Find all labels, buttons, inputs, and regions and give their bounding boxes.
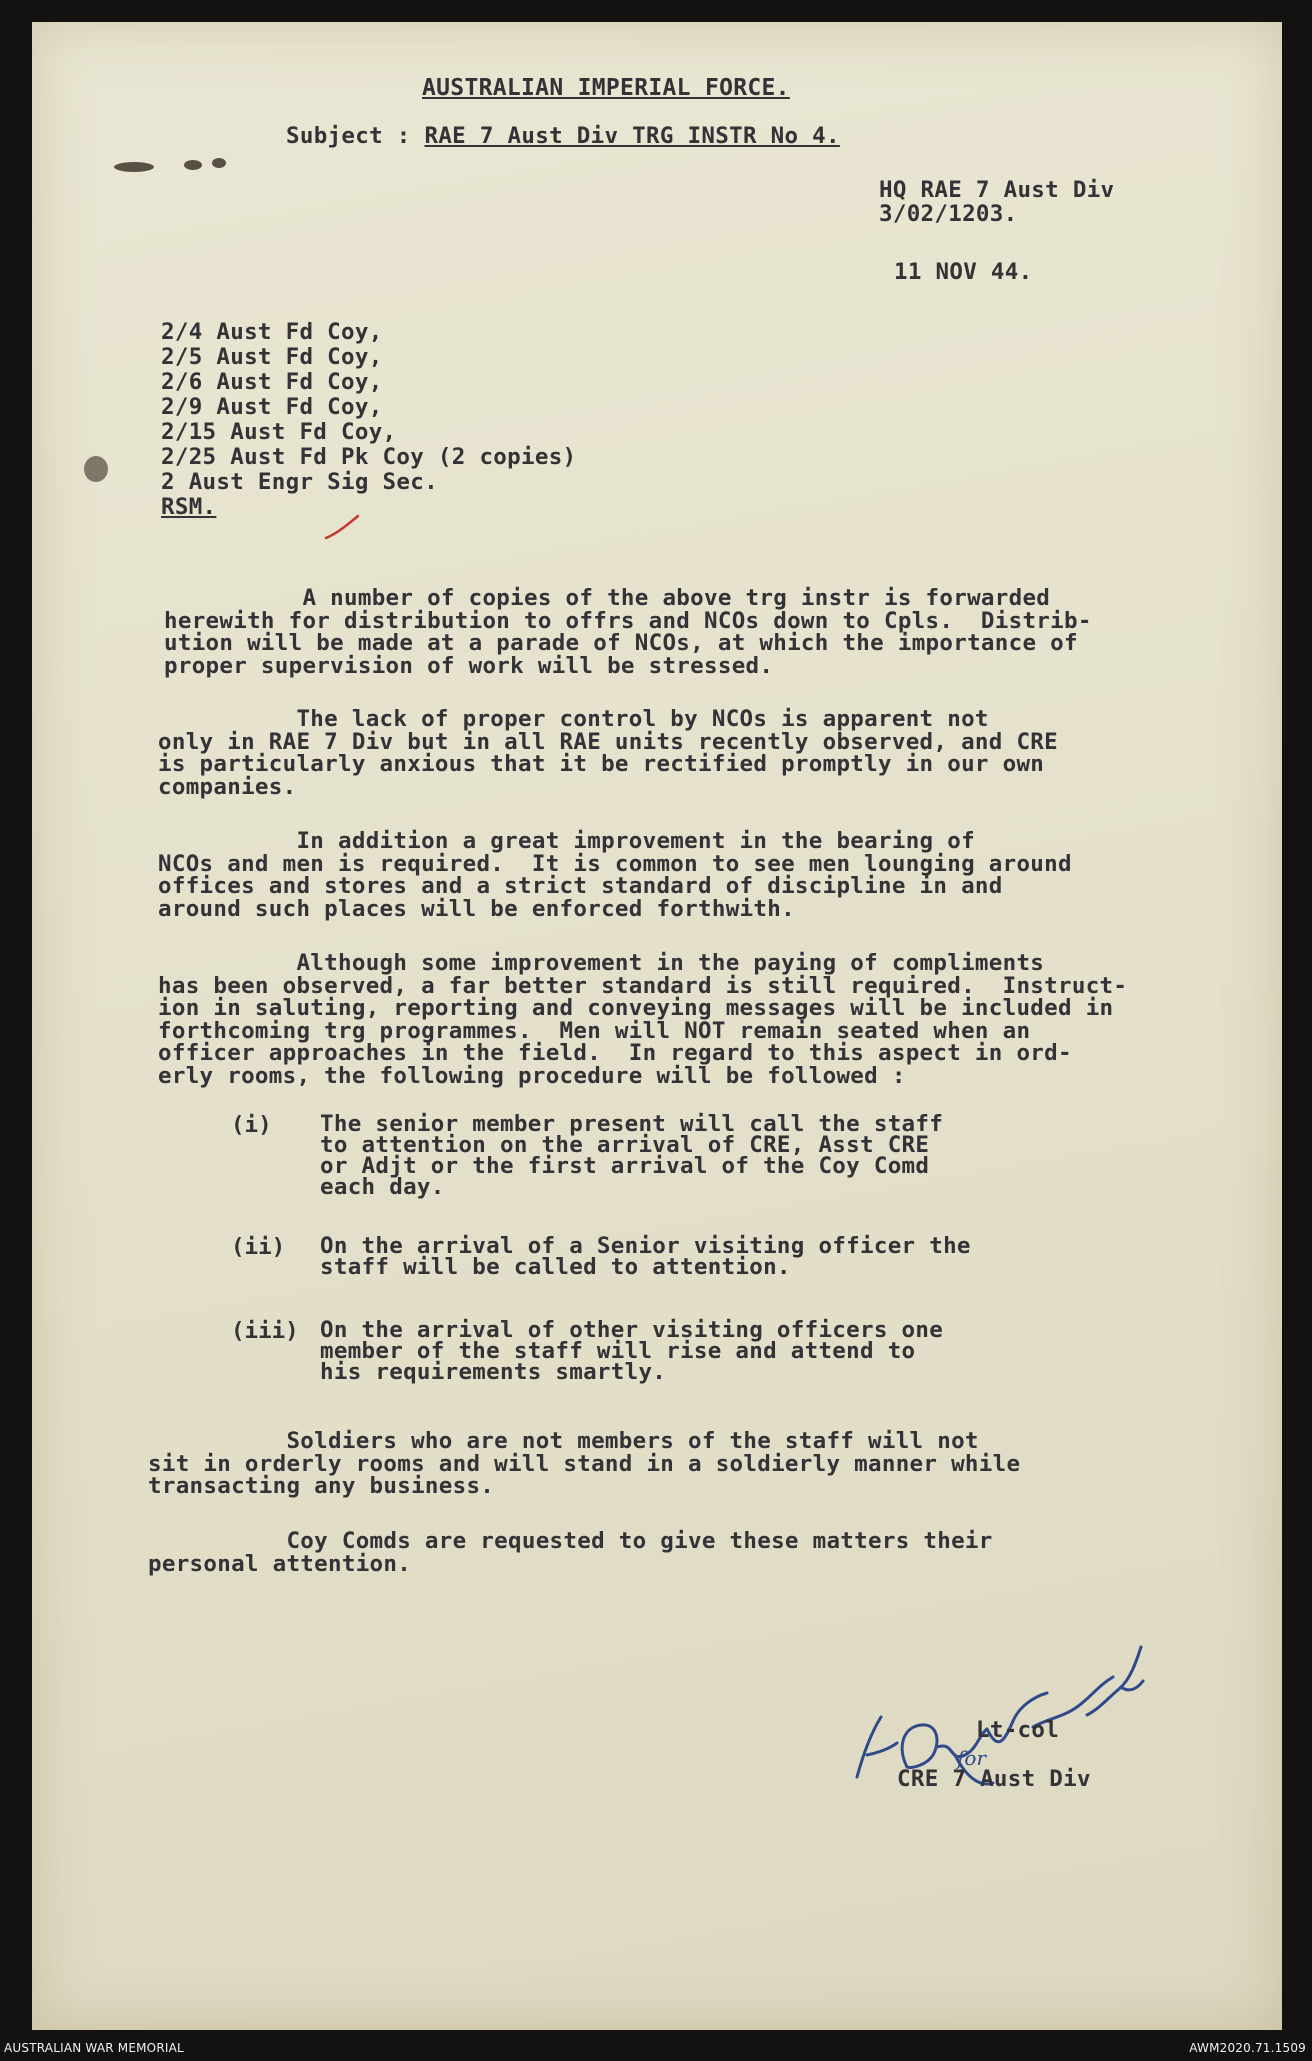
signature-for: for xyxy=(957,1746,987,1770)
document-date: 11 NOV 44. xyxy=(894,259,1033,285)
addressee: 2 Aust Engr Sig Sec. xyxy=(161,469,438,495)
paragraph: The lack of proper control by NCOs is apparent not only in RAE 7 Div but in all RAE units recently observed, and CRE is particularly anxious that it be rectified promptly in our own companies. xyxy=(158,706,1058,800)
tick-mark xyxy=(322,512,362,542)
archive-caption-left: AUSTRALIAN WAR MEMORIAL xyxy=(4,2041,184,2055)
sub-item-text: On the arrival of other visiting officers one member of the staff will rise and attend to his requirements smartly. xyxy=(320,1317,944,1385)
ink-stain xyxy=(114,162,154,172)
addressee: 2/9 Aust Fd Coy, xyxy=(161,394,383,420)
ink-stain xyxy=(84,456,108,482)
document-heading: AUSTRALIAN IMPERIAL FORCE. xyxy=(422,75,790,101)
paragraph: Coy Comds are requested to give these matters their personal attention. xyxy=(148,1528,993,1577)
sub-item-text: On the arrival of a Senior visiting officer the staff will be called to attention. xyxy=(320,1233,971,1280)
ink-stain xyxy=(184,160,202,170)
subject-value: RAE 7 Aust Div TRG INSTR No 4. xyxy=(424,123,840,149)
addressee: RSM. xyxy=(161,494,217,520)
archive-caption-right: AWM2020.71.1509 xyxy=(1189,2041,1306,2055)
addressee: 2/15 Aust Fd Coy, xyxy=(161,419,397,445)
document-page xyxy=(32,22,1282,2030)
paragraph: Soldiers who are not members of the staff will not sit in orderly rooms and will stand in a soldierly manner while transacting any business. xyxy=(148,1428,1021,1499)
sub-item-text: The senior member present will call the staff to attention on the arrival of CRE, Asst CRE or Adjt or the first arrival of the Coy Comd each day. xyxy=(320,1111,944,1200)
addressee: 2/4 Aust Fd Coy, xyxy=(161,319,383,345)
addressee: 2/6 Aust Fd Coy, xyxy=(161,369,383,395)
addressee: 2/25 Aust Fd Pk Coy (2 copies) xyxy=(161,444,577,470)
subject-line xyxy=(286,124,840,149)
paragraph: In addition a great improvement in the bearing of NCOs and men is required. It is common to see men lounging around offices and stores and a strict standard of discipline in and around such places will be enforced forthwith. xyxy=(158,828,1072,922)
sub-item-number: (ii) xyxy=(231,1234,286,1260)
paragraph: A number of copies of the above trg instr is forwarded herewith for distribution to offrs and NCOs down to Cpls. Distrib- ution will be made at a parade of NCOs, at which the importance of proper supervision of work will be stressed. xyxy=(164,585,1092,679)
subject-label: Subject : xyxy=(286,123,411,149)
reference-line-2: 3/02/1203. xyxy=(879,201,1018,227)
sub-item-number: (iii) xyxy=(231,1318,299,1344)
signature-title: CRE 7 Aust Div xyxy=(897,1766,1091,1792)
addressee-list xyxy=(161,320,576,520)
signature-rank: Lt-col xyxy=(976,1717,1060,1743)
paragraph: Although some improvement in the paying of compliments has been observed, a far better standard is still required. Instruct- ion in saluting, reporting and conveying messages will be included in forthcoming trg programmes. Men will NOT remain seated when an officer approaches in the field. In regard to this aspect in ord- erly rooms, the following procedure will be followed : xyxy=(158,950,1128,1089)
addressee: 2/5 Aust Fd Coy, xyxy=(161,344,383,370)
reference-line-1: HQ RAE 7 Aust Div xyxy=(879,177,1115,203)
ink-stain xyxy=(212,158,226,168)
sub-item-number: (i) xyxy=(231,1112,272,1138)
